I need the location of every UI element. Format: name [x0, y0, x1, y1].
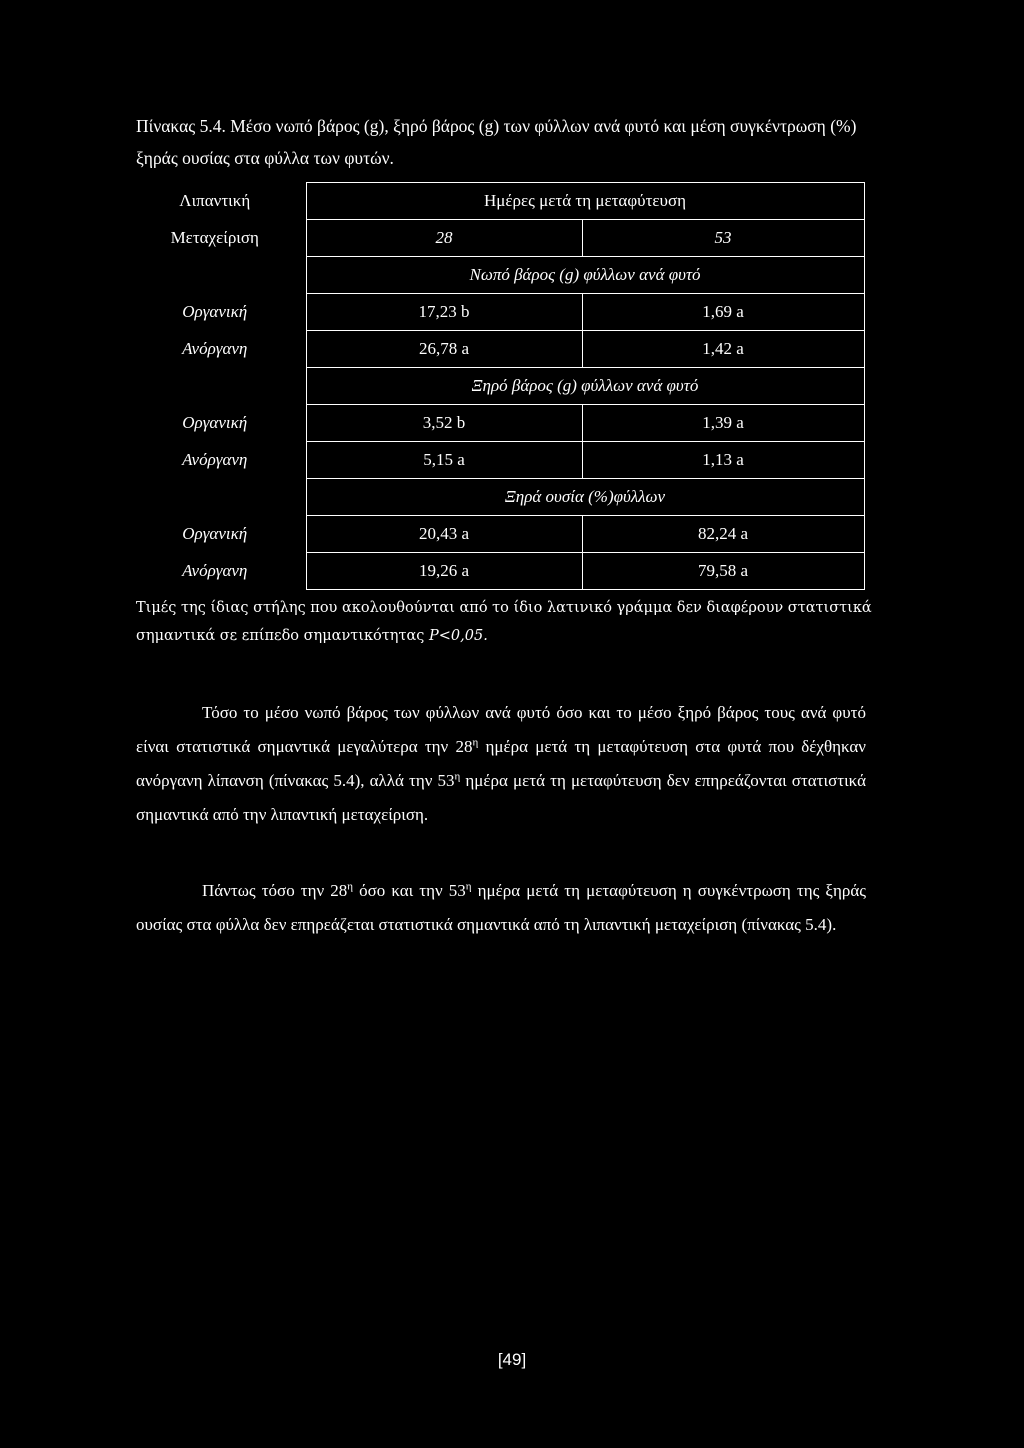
cell-day-28: 26,78 a: [306, 331, 582, 368]
table-row: [124, 442, 864, 479]
table-row: [124, 553, 864, 590]
row-label: Οργανική: [124, 294, 306, 331]
section-row: [124, 257, 864, 294]
cell-day-53: 1,13 a: [582, 442, 864, 479]
table-footnote: [136, 594, 872, 650]
header-days-after-transplant: Ημέρες μετά τη μεταφύτευση: [306, 183, 864, 220]
cell-day-53: 1,42 a: [582, 331, 864, 368]
paragraph-text: ημέρα μετά τη μεταφύτευση η συγκέντρωση της ξηράς ουσίας στα φύλλα δεν επηρεάζεται στατιστικά σημαντικά από τη λιπαντική μεταχείριση (πίνακας 5.4).: [136, 881, 866, 934]
paragraph-text: Τόσο το μέσο νωπό βάρος των φύλλων ανά φυτό όσο και το μέσο ξηρό βάρος τους ανά φυτό είναι στατιστικά σημαντικά μεγαλύτερα την 28: [136, 703, 866, 756]
data-table: [124, 182, 865, 590]
row-label: Ανόργανη: [124, 553, 306, 590]
section-title: Ξηρά ουσία (%)φύλλων: [306, 479, 864, 516]
header-day-53: 53: [582, 220, 864, 257]
cell-day-53: 79,58 a: [582, 553, 864, 590]
cell-day-28: 5,15 a: [306, 442, 582, 479]
row-label: Ανόργανη: [124, 331, 306, 368]
paragraph-1: [136, 696, 866, 832]
footnote-text: Τιμές της ίδιας στήλης που ακολουθούνται από το ίδιο λατινικό γράμμα δεν διαφέρουν στατιστικά σημαντικά σε επίπεδο σημαντικότητας: [136, 600, 872, 644]
section-row: [124, 479, 864, 516]
table-caption: Πίνακας 5.4. Μέσο νωπό βάρος (g), ξηρό βάρος (g) των φύλλων ανά φυτό και μέση συγκέντρωση (%) ξηράς ουσίας στα φύλλα των φυτών.: [136, 116, 857, 168]
section-title: Ξηρό βάρος (g) φύλλων ανά φυτό: [306, 368, 864, 405]
row-label: Οργανική: [124, 405, 306, 442]
section-row: [124, 368, 864, 405]
cell-day-28: 3,52 b: [306, 405, 582, 442]
cell-day-28: 20,43 a: [306, 516, 582, 553]
paragraph-text: όσο και την 53: [353, 881, 466, 900]
header-fertilizer-label: Λιπαντική: [124, 183, 306, 220]
cell-day-53: 1,39 a: [582, 405, 864, 442]
cell-day-28: 17,23 b: [306, 294, 582, 331]
paragraph-text: ημέρα μετά τη μεταφύτευση στα φυτά που δέχθηκαν ανόργανη λίπανση (πίνακας 5.4), αλλά την 53: [136, 737, 866, 790]
cell-day-53: 82,24 a: [582, 516, 864, 553]
table-header-row-2: [124, 220, 864, 257]
ordinal-suffix: η: [347, 880, 354, 893]
paragraph-text: Πάντως τόσο την 28: [202, 881, 348, 900]
paragraph-text: ημέρα μετά τη μεταφύτευση δεν επηρεάζονται στατιστικά σημαντικά από την λιπαντική μεταχείριση.: [136, 771, 866, 824]
header-day-28: 28: [306, 220, 582, 257]
header-treatment-label: Μεταχείριση: [124, 220, 306, 257]
table-row: [124, 516, 864, 553]
section-title: Νωπό βάρος (g) φύλλων ανά φυτό: [306, 257, 864, 294]
page-number: [49]: [497, 1350, 527, 1369]
table-row: [124, 331, 864, 368]
row-label: Ανόργανη: [124, 442, 306, 479]
table-header-row-1: [124, 183, 864, 220]
cell-day-28: 19,26 a: [306, 553, 582, 590]
row-label: Οργανική: [124, 516, 306, 553]
cell-day-53: 1,69 a: [582, 294, 864, 331]
significance-level: P<0,05.: [429, 628, 488, 644]
ordinal-suffix: η: [472, 736, 479, 749]
ordinal-suffix: η: [465, 880, 472, 893]
table-row: [124, 294, 864, 331]
paragraph-2: [136, 874, 866, 942]
ordinal-suffix: η: [454, 770, 461, 783]
table-row: [124, 405, 864, 442]
